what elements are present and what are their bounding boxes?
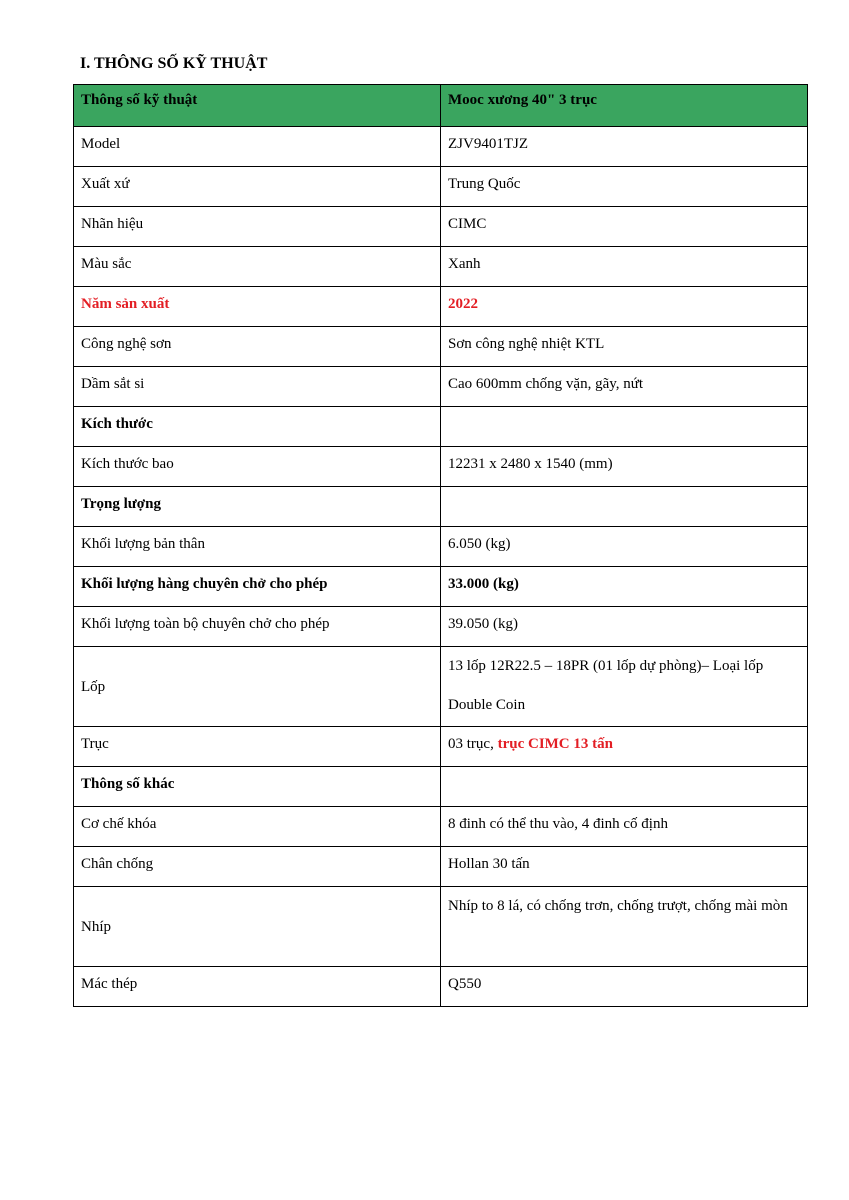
row-value: CIMC [441, 207, 808, 247]
row-value: Nhíp to 8 lá, có chống trơn, chống trượt, chống mài mòn [441, 887, 808, 967]
row-value: Sơn công nghệ nhiệt KTL [441, 327, 808, 367]
row-label: Khối lượng toàn bộ chuyên chở cho phép [74, 607, 441, 647]
row-value: 8 đinh có thể thu vào, 4 đinh cố định [441, 807, 808, 847]
table-row [74, 167, 808, 207]
section-label: Kích thước [74, 407, 441, 447]
header-value: Mooc xương 40" 3 trục [441, 85, 808, 127]
table-row [74, 527, 808, 567]
row-label: Lốp [74, 647, 441, 727]
header-label: Thông số kỹ thuật [74, 85, 441, 127]
row-value: 6.050 (kg) [441, 527, 808, 567]
row-value: Hollan 30 tấn [441, 847, 808, 887]
section-label: Thông số khác [74, 767, 441, 807]
table-row [74, 327, 808, 367]
row-value: Q550 [441, 967, 808, 1007]
table-row [74, 207, 808, 247]
section-row [74, 487, 808, 527]
table-row [74, 647, 808, 727]
section-row [74, 407, 808, 447]
row-label: Màu sắc [74, 247, 441, 287]
row-label: Khối lượng bản thân [74, 527, 441, 567]
axle-brand-highlight: trục CIMC 13 tấn [497, 736, 613, 752]
row-label: Dầm sắt si [74, 367, 441, 407]
table-row [74, 807, 808, 847]
row-value [441, 767, 808, 807]
table-row [74, 847, 808, 887]
row-label: Năm sản xuất [74, 287, 441, 327]
row-label: Model [74, 127, 441, 167]
row-label: Nhãn hiệu [74, 207, 441, 247]
row-value: 39.050 (kg) [441, 607, 808, 647]
table-row-highlight [74, 287, 808, 327]
row-value: 2022 [441, 287, 808, 327]
row-label: Khối lượng hàng chuyên chở cho phép [74, 567, 441, 607]
table-header-row [74, 85, 808, 127]
row-label: Mác thép [74, 967, 441, 1007]
row-label: Cơ chế khóa [74, 807, 441, 847]
section-row [74, 767, 808, 807]
row-value: 12231 x 2480 x 1540 (mm) [441, 447, 808, 487]
row-value: 33.000 (kg) [441, 567, 808, 607]
spec-table [73, 84, 808, 1007]
section-label: Trọng lượng [74, 487, 441, 527]
section-title: I. THÔNG SỐ KỸ THUẬT [80, 55, 268, 72]
table-row [74, 127, 808, 167]
axle-count-text: 03 trục, [448, 736, 498, 752]
row-value: ZJV9401TJZ [441, 127, 808, 167]
row-value [441, 487, 808, 527]
table-row [74, 607, 808, 647]
table-row [74, 247, 808, 287]
row-value: Trung Quốc [441, 167, 808, 207]
row-label: Trục [74, 727, 441, 767]
row-label: Nhíp [74, 887, 441, 967]
row-label: Kích thước bao [74, 447, 441, 487]
row-label: Chân chống [74, 847, 441, 887]
row-value [441, 407, 808, 447]
table-row [74, 367, 808, 407]
table-row [74, 967, 808, 1007]
table-row [74, 447, 808, 487]
row-value: Cao 600mm chống vặn, gãy, nứt [441, 367, 808, 407]
row-value: 13 lốp 12R22.5 – 18PR (01 lốp dự phòng)– Loại lốp Double Coin [441, 647, 808, 727]
row-value [441, 727, 808, 767]
table-row-bold [74, 567, 808, 607]
row-label: Công nghệ sơn [74, 327, 441, 367]
table-row [74, 727, 808, 767]
table-row [74, 887, 808, 967]
row-label: Xuất xứ [74, 167, 441, 207]
row-value: Xanh [441, 247, 808, 287]
